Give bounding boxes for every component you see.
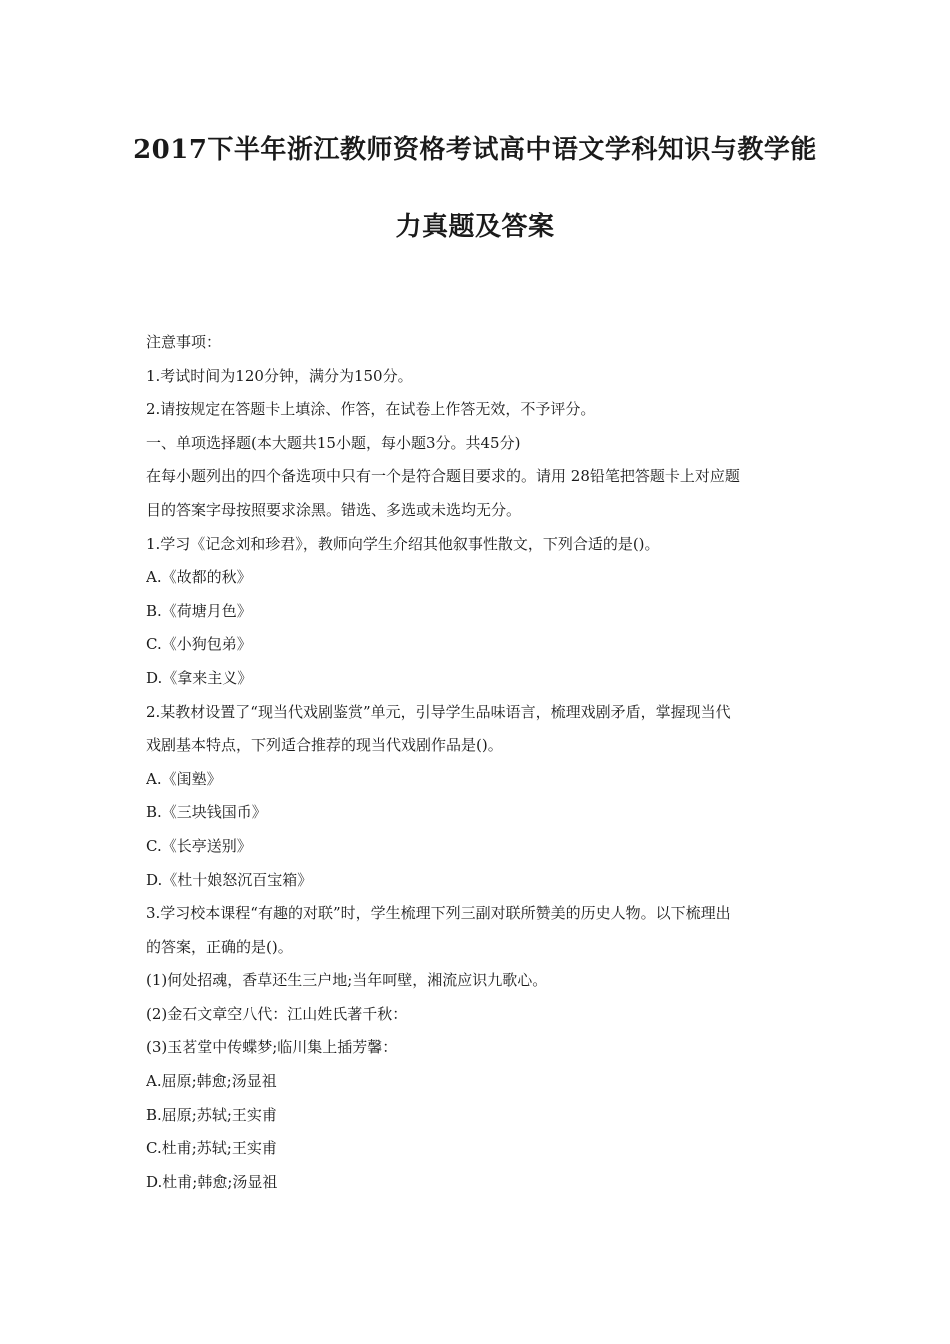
document-title-line-2: 力真题及答案 xyxy=(395,212,555,242)
notice-heading: 注意事项： xyxy=(146,333,222,351)
answer-option: D.杜甫;韩愈;汤显祖 xyxy=(146,1172,278,1191)
question-text: 2.某教材设置了“现当代戏剧鉴赏”单元，引导学生品味语言，梳理戏剧矛盾，掌握现当代 xyxy=(146,702,731,721)
section-instruction: 在每小题列出的四个备选项中只有一个是符合题目要求的。请用 28铅笔把答题卡上对应题 xyxy=(146,467,740,486)
answer-option: A.《故都的秋》 xyxy=(146,568,252,587)
answer-option: B.屈原;苏轼;王实甫 xyxy=(146,1105,277,1124)
answer-option: C.杜甫;苏轼;王实甫 xyxy=(146,1139,277,1158)
couplet-item: (2)金石文章空八代：江山姓氏著千秋： xyxy=(146,1004,408,1023)
question-text: 3.学习校本课程“有趣的对联”时，学生梳理下列三副对联所赞美的历史人物。以下梳理出 xyxy=(146,904,731,923)
section-instruction: 目的答案字母按照要求涂黑。错选、多选或未选均无分。 xyxy=(146,500,522,519)
answer-option: A.屈原;韩愈;汤显祖 xyxy=(146,1072,277,1091)
section-heading: 一、单项选择题(本大题共15小题，每小题3分。共45分) xyxy=(146,433,521,452)
document-title-line-1: 2017下半年浙江教师资格考试高中语文学科知识与教学能 xyxy=(133,135,817,165)
question-text: 的答案，正确的是()。 xyxy=(146,937,293,956)
couplet-item: (3)玉茗堂中传蝶梦;临川集上插芳馨： xyxy=(146,1038,398,1057)
couplet-item: (1)何处招魂，香草还生三户地;当年呵壁，湘流应识九歌心。 xyxy=(146,971,548,990)
answer-option: C.《长亭送别》 xyxy=(146,836,252,855)
answer-option: A.《闺塾》 xyxy=(146,769,222,788)
answer-option: B.《三块钱国币》 xyxy=(146,803,267,822)
document-body xyxy=(146,326,816,1199)
question-text: 戏剧基本特点，下列适合推荐的现当代戏剧作品是()。 xyxy=(146,736,503,755)
notice-item: 1.考试时间为120分钟，满分为150分。 xyxy=(146,366,413,385)
answer-option: B.《荷塘月色》 xyxy=(146,601,252,620)
answer-option: D.《杜十娘怒沉百宝箱》 xyxy=(146,870,313,889)
answer-option: D.《拿来主义》 xyxy=(146,668,253,687)
notice-item: 2.请按规定在答题卡上填涂、作答，在试卷上作答无效，不予评分。 xyxy=(146,400,596,419)
question-text: 1.学习《记念刘和珍君》，教师向学生介绍其他叙事性散文，下列合适的是()。 xyxy=(146,534,660,553)
answer-option: C.《小狗包弟》 xyxy=(146,635,252,654)
